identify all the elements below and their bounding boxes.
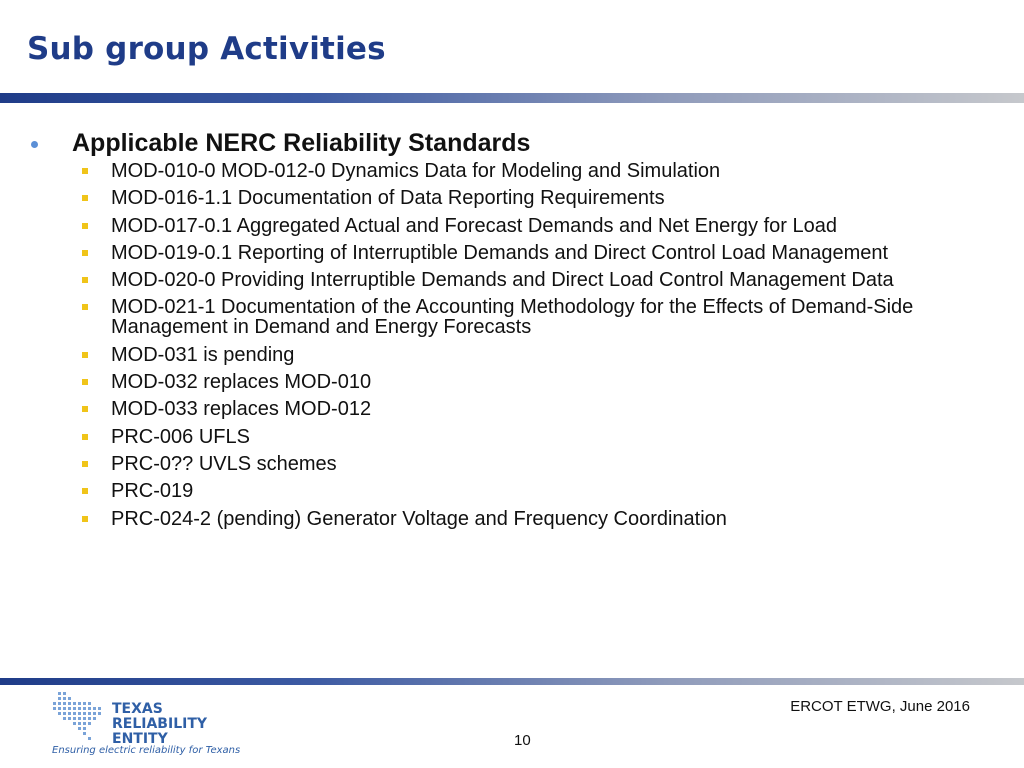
list-item: MOD-020-0 Providing Interruptible Demands and Direct Load Control Management Data: [0, 270, 1024, 290]
list-item: PRC-024-2 (pending) Generator Voltage and Frequency Coordination: [0, 509, 1024, 529]
list-item: MOD-032 replaces MOD-010: [0, 372, 1024, 392]
logo-line-reliability: RELIABILITY: [112, 716, 208, 732]
square-bullet-icon: [82, 352, 88, 358]
square-bullet-icon: [82, 516, 88, 522]
list-item: MOD-019-0.1 Reporting of Interruptible Demands and Direct Control Load Management: [0, 243, 1024, 263]
square-bullet-icon: [82, 168, 88, 174]
list-item: MOD-017-0.1 Aggregated Actual and Forecast Demands and Net Energy for Load: [0, 216, 1024, 236]
main-bullet-dot: [31, 141, 38, 148]
square-bullet-icon: [82, 277, 88, 283]
logo-line-entity: ENTITY: [112, 731, 168, 747]
list-item: PRC-0?? UVLS schemes: [0, 454, 1024, 474]
list-item: MOD-021-1 Documentation of the Accounting Methodology for the Effects of Demand-Side Management in Demand and Energy Forecasts: [0, 297, 1024, 337]
list-item: MOD-033 replaces MOD-012: [0, 399, 1024, 419]
square-bullet-icon: [82, 379, 88, 385]
footer-event-label: ERCOT ETWG, June 2016: [790, 698, 970, 715]
footer-divider-bar: [0, 678, 1024, 685]
list-item: MOD-016-1.1 Documentation of Data Reporting Requirements: [0, 188, 1024, 208]
standards-list: [0, 161, 1024, 536]
square-bullet-icon: [82, 195, 88, 201]
texas-map-icon: [50, 690, 114, 744]
square-bullet-icon: [82, 488, 88, 494]
square-bullet-icon: [82, 461, 88, 467]
list-item: PRC-006 UFLS: [0, 427, 1024, 447]
square-bullet-icon: [82, 304, 88, 310]
page-number: 10: [514, 732, 531, 749]
title-divider-bar: [0, 93, 1024, 103]
square-bullet-icon: [82, 250, 88, 256]
list-item: MOD-010-0 MOD-012-0 Dynamics Data for Modeling and Simulation: [0, 161, 1024, 181]
logo-tagline: Ensuring electric reliability for Texans: [52, 745, 241, 756]
square-bullet-icon: [82, 406, 88, 412]
texas-reliability-entity-logo: [50, 690, 241, 762]
slide-title: Sub group Activities: [27, 31, 386, 67]
square-bullet-icon: [82, 223, 88, 229]
list-item: PRC-019: [0, 481, 1024, 501]
logo-line-texas: TEXAS: [112, 701, 163, 717]
list-item: MOD-031 is pending: [0, 345, 1024, 365]
square-bullet-icon: [82, 434, 88, 440]
section-heading: Applicable NERC Reliability Standards: [72, 129, 531, 157]
